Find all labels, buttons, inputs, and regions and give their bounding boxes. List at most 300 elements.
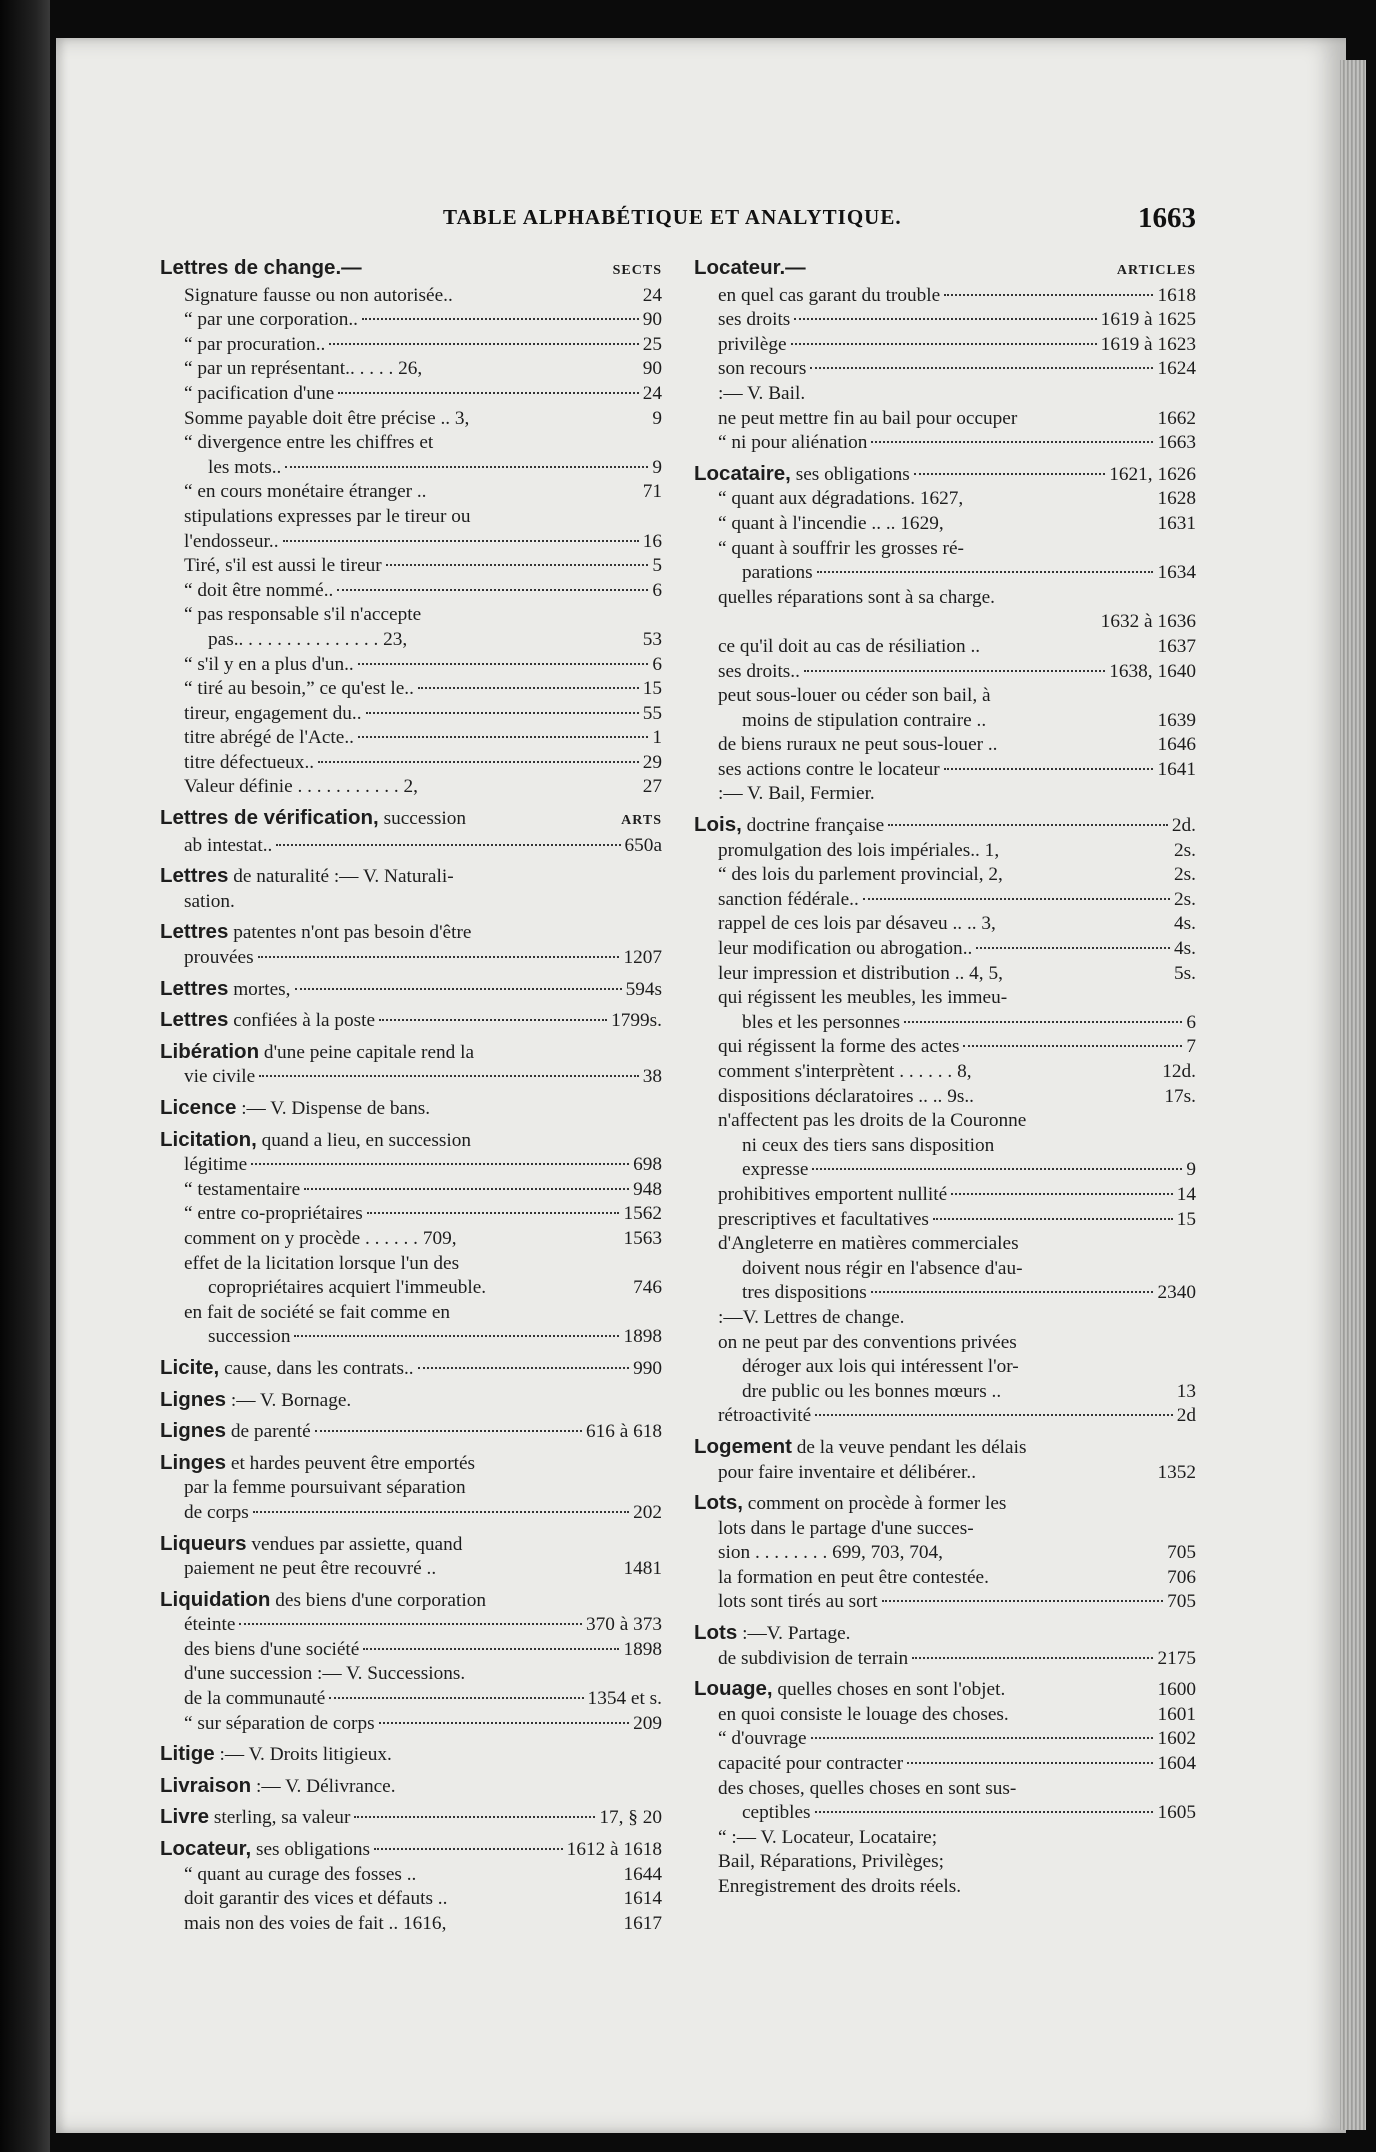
reference-number: 29 (642, 751, 662, 773)
entry-headword: Lettres (160, 920, 229, 944)
entry-text: mortes, (233, 978, 291, 1000)
index-entry (694, 1435, 1196, 1485)
entry-text: de naturalité :— V. Naturali- (233, 866, 454, 888)
index-line (694, 813, 1196, 839)
dot-leader (907, 1762, 1153, 1764)
index-line (694, 487, 1196, 512)
dot-leader (295, 988, 622, 990)
entry-headword: Lettres (160, 976, 229, 1000)
index-line (694, 1435, 1196, 1461)
reference-number: 616 à 618 (585, 1421, 662, 1443)
index-line (694, 1541, 1196, 1566)
dot-leader (904, 1021, 1182, 1023)
index-line (694, 1085, 1196, 1110)
reference-number: 1352 (1157, 1461, 1196, 1483)
entry-text: :— V. Dispense de bans. (241, 1098, 431, 1119)
index-line (694, 1232, 1196, 1257)
reference-number: 4s. (1174, 913, 1196, 935)
index-line (160, 1476, 662, 1501)
entry-text: titre défectueux.. (184, 751, 315, 773)
index-line (160, 864, 662, 890)
index-line (694, 586, 1196, 611)
reference-number: 2s. (1174, 888, 1196, 910)
entry-text: n'affectent pas les droits de la Couronne (718, 1110, 1027, 1132)
entry-text: “ divergence entre les chiffres et (184, 432, 434, 454)
reference-number: 1619 à 1623 (1100, 333, 1196, 355)
reference-number: 1562 (623, 1203, 662, 1225)
reference-number: 990 (633, 1357, 662, 1379)
reference-number: 1600 (1157, 1679, 1196, 1701)
entry-text: “ ni pour aliénation (718, 432, 868, 454)
index-line (160, 1588, 662, 1614)
dot-leader (914, 473, 1105, 475)
entry-text: peut sous-louer ou céder son bail, à (718, 685, 991, 707)
entry-text: capacité pour contracter (718, 1753, 904, 1775)
index-line (160, 1887, 662, 1912)
dot-leader (933, 1218, 1173, 1220)
dot-leader (304, 1188, 629, 1190)
index-line (694, 1727, 1196, 1752)
reference-number: 55 (642, 702, 662, 724)
index-entry (694, 1491, 1196, 1615)
index-line (694, 1801, 1196, 1826)
reference-number: 2175 (1157, 1647, 1196, 1669)
reference-number: 1618 (1157, 284, 1196, 306)
index-entry (160, 1451, 662, 1526)
index-line (160, 256, 662, 284)
reference-number: 2d. (1171, 815, 1196, 837)
entry-text: en quoi consiste le louage des choses. (718, 1703, 1009, 1725)
entry-headword: Locataire, (694, 461, 791, 485)
index-line (694, 357, 1196, 382)
index-entry (160, 1096, 662, 1122)
entry-text: ab intestat.. (184, 834, 273, 856)
reference-number: 1354 et s. (587, 1688, 662, 1710)
reference-number: 12d. (1162, 1061, 1196, 1082)
reference-number: 38 (642, 1066, 662, 1088)
index-entry (160, 864, 662, 914)
entry-text: “ par un représentant.. . . . . 26, (184, 358, 423, 380)
index-line (160, 1501, 662, 1526)
entry-text: doit garantir des vices et défauts .. (184, 1888, 448, 1910)
index-entry (160, 1040, 662, 1090)
entry-text: Signature fausse ou non autorisée.. (184, 284, 453, 306)
entry-text: de la communauté (184, 1688, 326, 1710)
index-entry (694, 1621, 1196, 1671)
index-line (694, 782, 1196, 807)
reference-number: 6 (652, 579, 662, 601)
index-line (694, 284, 1196, 309)
entry-text: “ quant au curage des fosses .. (184, 1863, 417, 1885)
entry-text: quelles réparations sont à sa charge. (718, 586, 995, 608)
entry-text: “ :— V. Locateur, Locataire; (718, 1826, 938, 1848)
index-line (694, 1331, 1196, 1356)
reference-number: 1632 à 1636 (1100, 611, 1196, 633)
reference-number: 1637 (1157, 635, 1196, 657)
index-line (694, 1850, 1196, 1875)
index-entry (160, 1837, 662, 1936)
index-line (694, 1826, 1196, 1851)
index-line (694, 1011, 1196, 1036)
entry-text: dre public ou les bonnes mœurs .. (742, 1380, 1002, 1402)
index-line (160, 775, 662, 800)
dot-leader (804, 670, 1105, 672)
reference-number: 706 (1167, 1566, 1196, 1588)
dot-leader (379, 1722, 629, 1724)
entry-headword: Licence (160, 1096, 237, 1119)
dot-leader (888, 824, 1168, 826)
entry-text: sation. (184, 890, 235, 912)
index-line (160, 357, 662, 382)
index-line (694, 733, 1196, 758)
entry-text: de la veuve pendant les délais (796, 1436, 1027, 1458)
entry-text: les mots.. (208, 456, 282, 478)
index-line (694, 1703, 1196, 1728)
dot-leader (871, 1291, 1154, 1293)
index-entry (160, 1805, 662, 1831)
index-line (694, 1517, 1196, 1542)
entry-text: “ des lois du parlement provincial, 2, (718, 864, 1003, 886)
index-line (160, 1252, 662, 1277)
entry-text: son recours (718, 358, 807, 380)
index-line (160, 333, 662, 358)
entry-text: “ par une corporation.. (184, 309, 358, 331)
reference-number: 16 (642, 530, 662, 552)
entry-text: vendues par assiette, quand (251, 1533, 463, 1555)
index-line (694, 888, 1196, 913)
index-line (694, 1355, 1196, 1380)
index-line (694, 1777, 1196, 1802)
entry-text: rappel de ces lois par désaveu .. .. 3, (718, 913, 996, 935)
dot-leader (318, 761, 639, 763)
index-line (694, 1491, 1196, 1517)
reference-number: 698 (633, 1154, 662, 1176)
index-entry (160, 806, 662, 858)
entry-text: la formation en peut être contestée. (718, 1566, 989, 1588)
index-line (160, 1837, 662, 1863)
entry-text: comment s'interprètent . . . . . . 8, (718, 1061, 972, 1082)
reference-number: 1628 (1157, 488, 1196, 510)
reference-number: 1641 (1157, 758, 1196, 780)
reference-number: 209 (633, 1712, 662, 1734)
dot-leader (251, 1163, 629, 1165)
index-line (160, 920, 662, 946)
reference-number: 17, § 20 (599, 1807, 662, 1829)
dot-leader (259, 1075, 639, 1077)
entry-headword: Liqueurs (160, 1531, 247, 1555)
index-line (694, 912, 1196, 937)
entry-text: tres dispositions (742, 1282, 867, 1304)
entry-text: tireur, engagement du.. (184, 702, 362, 724)
entry-headword: Linges (160, 1450, 227, 1474)
entry-text: dispositions déclaratoires .. .. 9s.. (718, 1085, 974, 1107)
index-line (694, 1566, 1196, 1591)
entry-text: ses obligations (255, 1839, 371, 1861)
index-line (694, 462, 1196, 488)
entry-text: Tiré, s'il est aussi le tireur (184, 555, 382, 577)
reference-number: 9 (652, 456, 662, 478)
index-line (160, 1276, 662, 1301)
index-entry (160, 1388, 662, 1414)
dot-leader (358, 663, 649, 665)
entry-headword: Locateur, (160, 1837, 252, 1861)
index-line (160, 603, 662, 628)
index-line (160, 579, 662, 604)
entry-text: comment on procède à former les (747, 1493, 1007, 1515)
reference-number: 2d (1176, 1405, 1196, 1427)
entry-text: “ doit être nommé.. (184, 579, 334, 601)
index-line (160, 751, 662, 776)
index-entry (160, 920, 662, 970)
index-line (160, 505, 662, 530)
entry-text: par la femme poursuivant séparation (184, 1477, 466, 1499)
reference-number: 90 (642, 309, 662, 331)
entry-text: cause, dans les contrats.. (224, 1357, 414, 1379)
entry-text: rétroactivité (718, 1405, 812, 1427)
dot-leader (363, 1648, 619, 1650)
reference-number: 1638, 1640 (1109, 660, 1196, 682)
index-line (160, 480, 662, 505)
dot-leader (283, 540, 639, 542)
reference-number: 1646 (1157, 734, 1196, 756)
entry-text: ne peut mettre fin au bail pour occuper (718, 407, 1018, 429)
entry-text: Bail, Réparations, Privilèges; (718, 1851, 944, 1873)
entry-text: lots sont tirés au sort (718, 1591, 878, 1613)
entry-text: “ par procuration.. (184, 333, 326, 355)
index-line (160, 702, 662, 727)
reference-number: 9 (652, 407, 662, 429)
scan-border (0, 0, 50, 2152)
dot-leader (871, 441, 1153, 443)
reference-number: 1631 (1157, 512, 1196, 534)
entry-headword: Lignes (160, 1387, 227, 1411)
entry-text: patentes n'ont pas besoin d'être (233, 922, 472, 944)
entry-text: paiement ne peut être recouvré .. (184, 1558, 437, 1580)
entry-text: des biens d'une corporation (275, 1589, 486, 1611)
entry-text: en fait de société se fait comme en (184, 1301, 451, 1323)
index-line (694, 684, 1196, 709)
entry-text: stipulations expresses par le tireur ou (184, 505, 471, 527)
index-entry (160, 1742, 662, 1768)
index-line (160, 1096, 662, 1122)
index-line (694, 1677, 1196, 1703)
index-line (160, 1613, 662, 1638)
index-line (160, 1912, 662, 1937)
index-line (160, 1532, 662, 1558)
reference-number: 650a (624, 834, 662, 856)
reference-number: 17s. (1164, 1085, 1196, 1107)
index-line (160, 977, 662, 1003)
dot-leader (810, 367, 1153, 369)
entry-text: mais non des voies de fait .. 1616, (184, 1912, 447, 1934)
page-stack-edge (1340, 60, 1366, 2130)
dot-leader (374, 1848, 563, 1850)
dot-leader (329, 343, 638, 345)
index-line (160, 834, 662, 859)
index-line (694, 962, 1196, 987)
entry-text: leur modification ou abrogation.. (718, 938, 973, 960)
entry-headword: Licite, (160, 1355, 220, 1379)
reference-number: 1898 (623, 1638, 662, 1660)
dot-leader (253, 1511, 629, 1513)
entry-text: de subdivision de terrain (718, 1647, 909, 1669)
entry-text: moins de stipulation contraire .. (742, 709, 987, 731)
index-line (694, 1875, 1196, 1900)
reference-number: 705 (1167, 1591, 1196, 1613)
entry-text: expresse (742, 1159, 809, 1181)
index-line (160, 1557, 662, 1582)
reference-number: 1 (652, 727, 662, 749)
dot-leader (815, 1811, 1154, 1813)
index-line (160, 1128, 662, 1154)
entry-text: “ pas responsable s'il n'accepte (184, 604, 422, 626)
index-entry (160, 1128, 662, 1350)
reference-number: 1612 à 1618 (566, 1839, 662, 1861)
reference-number: 1601 (1157, 1703, 1196, 1725)
index-line (160, 1040, 662, 1066)
entry-text: “ quant à souffrir les grosses ré- (718, 537, 964, 559)
entry-text: éteinte (184, 1614, 236, 1636)
dot-leader (294, 1335, 619, 1337)
index-line (160, 1805, 662, 1831)
reference-number: 27 (642, 776, 662, 798)
entry-headword: Lots, (694, 1491, 743, 1515)
dot-leader (358, 736, 648, 738)
entry-text: ses actions contre le locateur (718, 758, 940, 780)
entry-headword: Louage, (694, 1677, 773, 1701)
entry-text: succession (208, 1326, 291, 1348)
entry-headword: Logement (694, 1434, 792, 1458)
index-line (160, 1742, 662, 1768)
entry-text: de corps (184, 1501, 249, 1523)
index-line (160, 1202, 662, 1227)
index-line (694, 758, 1196, 783)
reference-number: 5s. (1174, 962, 1196, 984)
dot-leader (951, 1193, 1173, 1195)
dot-leader (315, 1430, 582, 1432)
reference-number: 15 (642, 678, 662, 700)
entry-text: “ testamentaire (184, 1178, 301, 1200)
reference-number: 1898 (623, 1326, 662, 1348)
index-line (160, 806, 662, 834)
entry-text: sterling, sa valeur (213, 1807, 351, 1829)
reference-number: 1605 (1157, 1802, 1196, 1824)
entry-text: d'Angleterre en matières commerciales (718, 1233, 1019, 1255)
index-line (694, 1208, 1196, 1233)
entry-text: “ entre co-propriétaires (184, 1203, 363, 1225)
reference-number: 1634 (1157, 562, 1196, 584)
index-entry (694, 256, 1196, 456)
dot-leader (418, 687, 639, 689)
index-entry (160, 977, 662, 1003)
index-entry (694, 1677, 1196, 1899)
index-line (694, 709, 1196, 734)
reference-number: 1644 (623, 1863, 662, 1885)
entry-text: légitime (184, 1154, 248, 1176)
dot-leader (366, 712, 639, 714)
index-line (160, 653, 662, 678)
entry-text: quand a lieu, en succession (261, 1129, 471, 1151)
index-line (694, 407, 1196, 432)
entry-text: des choses, quelles choses en sont sus- (718, 1777, 1017, 1799)
index-line (160, 1325, 662, 1350)
entry-text: :— V. Bail, Fermier. (718, 783, 875, 805)
entry-text: quelles choses en sont l'objet. (777, 1679, 1006, 1701)
index-line (694, 635, 1196, 660)
index-line (160, 308, 662, 333)
dot-leader (912, 1657, 1153, 1659)
index-line (160, 890, 662, 915)
entry-text: sanction fédérale.. (718, 888, 859, 910)
reference-number: 1619 à 1625 (1100, 309, 1196, 331)
entry-text: “ tiré au besoin,” ce qu'est le.. (184, 678, 414, 700)
dot-leader (258, 956, 620, 958)
dot-leader (338, 392, 639, 394)
index-line (160, 284, 662, 309)
dot-leader (791, 343, 1097, 345)
dot-leader (367, 1212, 620, 1214)
column-label: SECTS (612, 263, 662, 278)
dot-leader (882, 1600, 1163, 1602)
index-line (694, 1281, 1196, 1306)
index-line (694, 308, 1196, 333)
entry-headword: Lettres (160, 1008, 229, 1032)
dot-leader (386, 564, 649, 566)
entry-text: d'une succession :— V. Successions. (184, 1663, 466, 1685)
index-line (160, 1451, 662, 1477)
index-line (694, 561, 1196, 586)
reference-number: 6 (1186, 1011, 1196, 1033)
dot-leader (976, 947, 1170, 949)
entry-text: bles et les personnes (742, 1011, 900, 1033)
index-entry (694, 462, 1196, 807)
entry-text: prouvées (184, 947, 254, 969)
index-line (694, 986, 1196, 1011)
entry-text: “ quant à l'incendie .. .. 1629, (718, 512, 944, 534)
entry-text: doivent nous régir en l'absence d'au- (742, 1257, 1023, 1279)
index-line (694, 1134, 1196, 1159)
index-entry (160, 1774, 662, 1800)
index-entry (160, 1532, 662, 1582)
index-entry (160, 1008, 662, 1034)
index-line (694, 863, 1196, 888)
reference-number: 1621, 1626 (1109, 463, 1196, 485)
index-line (160, 456, 662, 481)
entry-text: qui régissent les meubles, les immeu- (718, 987, 1008, 1009)
entry-text: sion . . . . . . . . 699, 703, 704, (718, 1542, 943, 1564)
entry-text: de parenté (230, 1421, 311, 1443)
index-line (694, 1257, 1196, 1282)
reference-number: 14 (1176, 1183, 1196, 1205)
index-line (160, 1863, 662, 1888)
reference-number: 24 (642, 382, 662, 404)
entry-headword: Lettres de change.— (160, 256, 362, 279)
entry-text: succession (383, 808, 467, 830)
index-line (694, 1752, 1196, 1777)
index-line (160, 1687, 662, 1712)
entry-text: ce qu'il doit au cas de résiliation .. (718, 635, 981, 657)
index-line (160, 726, 662, 751)
reference-number: 2340 (1157, 1282, 1196, 1304)
index-line (694, 660, 1196, 685)
reference-number: 24 (642, 284, 662, 306)
entry-text: “ pacification d'une (184, 382, 335, 404)
index-line (160, 677, 662, 702)
reference-number: 13 (1176, 1380, 1196, 1402)
index-entry (160, 1419, 662, 1445)
reference-number: 370 à 373 (585, 1614, 662, 1636)
dot-leader (944, 294, 1153, 296)
